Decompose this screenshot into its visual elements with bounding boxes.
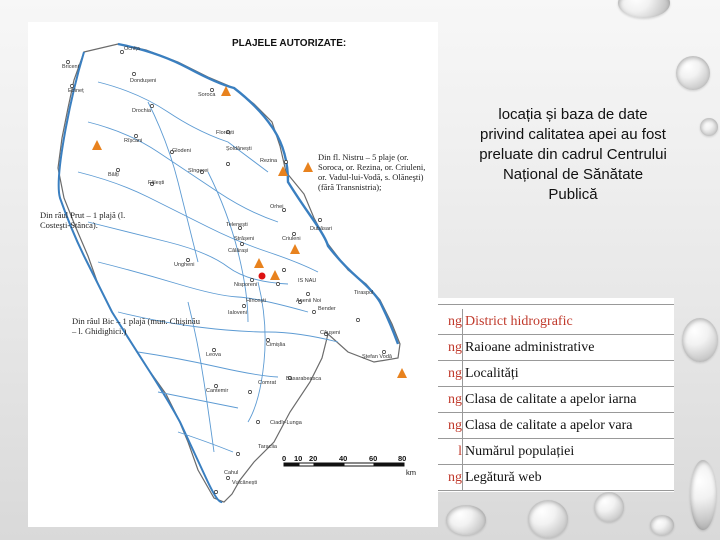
town-label: Șoldănești: [226, 146, 252, 152]
scale-tick-label: 80: [398, 454, 407, 463]
water-drop: [528, 500, 568, 538]
town-label: Cahul: [224, 470, 239, 476]
town-label: Ștefan Vodă: [362, 354, 392, 360]
table-cell-type: ng: [438, 309, 463, 334]
table-cell-field: Legătură web: [465, 470, 542, 485]
table-row: [438, 439, 674, 465]
table-cell-type: ng: [438, 465, 463, 490]
map-title: PLAJELE AUTORIZATE:: [232, 38, 347, 49]
table-cell-field: Localități: [465, 366, 519, 381]
town-label: Călărași: [228, 248, 249, 254]
town-label: Rîșcani: [124, 138, 143, 144]
annotation-prut: Din râul Prut – 1 plajă (l. Costeşti-Stânca).: [40, 210, 126, 230]
town-label: Strășeni: [234, 236, 255, 242]
scale-tick-label: 10: [294, 454, 303, 463]
town-label: Sîngerei: [188, 168, 209, 174]
water-drop: [682, 318, 718, 362]
town-label: Glodeni: [172, 148, 191, 154]
town-label: Edineț: [68, 88, 84, 94]
table-cell-field: Clasa de calitate a apelor vara: [465, 418, 633, 433]
town-label: Comrat: [258, 380, 277, 386]
town-label: Bălți: [108, 172, 119, 178]
town-label: Dondușeni: [130, 78, 157, 84]
table-cell-field: District hidrografic: [465, 314, 573, 329]
town-label: Orhei: [270, 204, 284, 210]
water-drop: [594, 492, 624, 522]
map-panel: [28, 22, 438, 527]
water-drop: [446, 505, 486, 535]
water-drop: [650, 515, 674, 535]
caption-text: locația și baza de date privind calitatea apei au fost preluate din cadrul Centrului Național de Sănătate Publică: [479, 106, 667, 203]
table-row: [438, 387, 674, 413]
town-label: Ciadîr-Lunga: [270, 420, 302, 426]
town-label: Ocnița: [124, 46, 140, 52]
town-label: Cantemir: [206, 388, 229, 394]
table-cropped-row: [438, 298, 674, 305]
town-label: Rezina: [260, 158, 278, 164]
town-label: Bender: [318, 306, 336, 312]
town-label: Criuleni: [282, 236, 301, 242]
water-drop: [690, 460, 716, 530]
town-label: Vulcănești: [232, 480, 258, 486]
town-label: Briceni: [62, 64, 79, 70]
town-label: Soroca: [198, 92, 216, 98]
table-cell-field: Raioane administrative: [465, 340, 595, 355]
table-cell-type: ng: [438, 335, 463, 360]
town-label: Basarabeasca: [286, 376, 322, 382]
town-label: Drochia: [132, 108, 151, 114]
table-row: [438, 361, 674, 387]
scale-tick-label: 40: [339, 454, 348, 463]
town-label: Fălești: [148, 180, 165, 186]
scale-tick-label: 60: [369, 454, 378, 463]
scale-tick-label: 0: [282, 454, 287, 463]
town-label: Nisporeni: [234, 282, 258, 288]
town-label: Hîncești: [246, 298, 266, 304]
town-label: Ialoveni: [228, 310, 247, 316]
town-label: Tiraspol: [354, 290, 374, 296]
table-row: [438, 413, 674, 439]
table-cell-type: l: [438, 439, 463, 464]
annotation-bic: Din râul Bic – 1 plajă (mun. Chişinău – l. Ghidighici.): [72, 316, 200, 336]
scale-unit: km: [406, 468, 416, 477]
attribute-table: [438, 298, 674, 492]
table-cell-type: ng: [438, 361, 463, 386]
town-label: Căușeni: [320, 330, 341, 336]
annotation-nistru: Din fl. Nistru – 5 plaje (or. Soroca, or. Rezina, or. Criuleni, or. Vadul-lui-Vodă, s. Olăneşti) (fără Transnistria);: [318, 152, 426, 192]
water-drop: [676, 56, 710, 90]
town-label: Telenești: [226, 222, 248, 228]
table-row: [438, 335, 674, 361]
table-row: [438, 465, 674, 491]
table-row: [438, 309, 674, 335]
table-cell-type: ng: [438, 413, 463, 438]
table-cell-type: ng: [438, 387, 463, 412]
town-label: Dubăsari: [310, 226, 333, 232]
town-label: Ungheni: [174, 262, 195, 268]
table-cell-field: Numărul populației: [465, 444, 575, 459]
town-label: Anenii Noi: [296, 298, 322, 304]
scale-tick-label: 20: [309, 454, 318, 463]
town-label: Florești: [216, 130, 235, 136]
town-label: IS NAU: [298, 278, 317, 284]
moldova-map: [28, 22, 438, 527]
town-label: Taraclia: [258, 444, 277, 450]
town-label: Leova: [206, 352, 221, 358]
table-cell-field: Clasa de calitate a apelor iarna: [465, 392, 637, 407]
water-drop: [700, 118, 718, 136]
town-label: Cimișlia: [266, 342, 286, 348]
